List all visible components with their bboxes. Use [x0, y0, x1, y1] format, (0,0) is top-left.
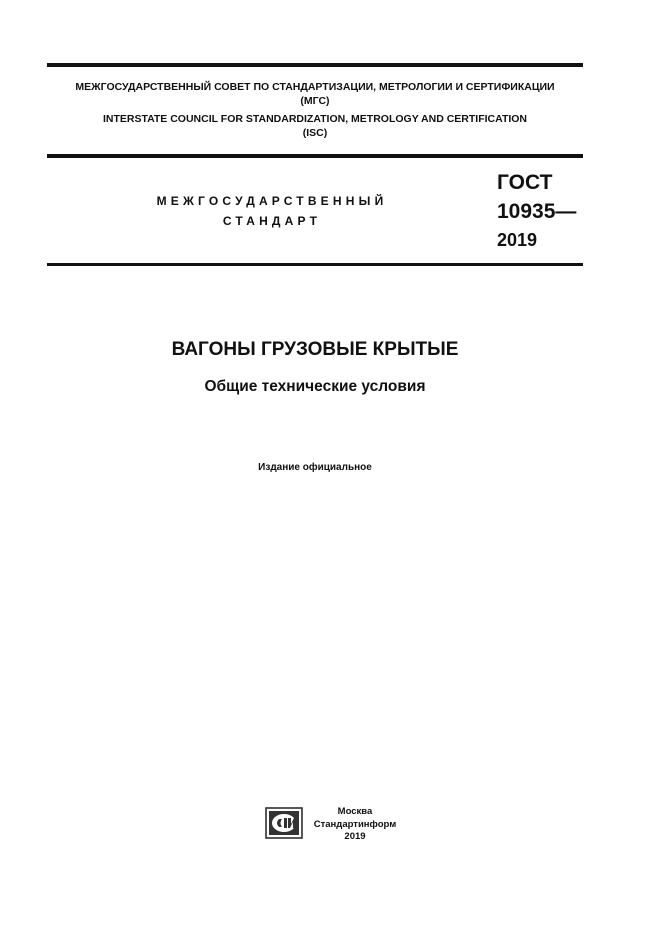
imprint-city: Москва — [337, 806, 373, 817]
document-subtitle: Общие технические условия — [204, 378, 426, 395]
edition-note: Издание официальное — [258, 462, 372, 473]
council-name-ru — [47, 80, 583, 108]
council-name-en-line1: INTERSTATE COUNCIL FOR STANDARDIZATION, METROLOGY AND CERTIFICATION — [102, 113, 528, 125]
header-rule — [47, 154, 583, 158]
designation-number: 10935— — [497, 200, 577, 223]
standard-kind-line2: СТАНДАРТ — [222, 214, 322, 228]
council-abbr-ru: (МГС) — [300, 95, 330, 107]
imprint-publisher: Стандартинформ — [313, 818, 397, 830]
designation-rule — [47, 263, 583, 266]
designation-year: 2019 — [497, 230, 538, 250]
imprint-year: 2019 — [344, 831, 366, 842]
council-name-ru-line1: МЕЖГОСУДАРСТВЕННЫЙ СОВЕТ ПО СТАНДАРТИЗАЦИИ, МЕТРОЛОГИИ И СЕРТИФИКАЦИИ — [75, 81, 555, 93]
standard-designation — [497, 168, 576, 255]
standard-kind — [150, 191, 394, 231]
standard-kind-line1: МЕЖГОСУДАРСТВЕННЫЙ — [156, 194, 388, 208]
document-title: ВАГОНЫ ГРУЗОВЫЕ КРЫТЫЕ — [171, 339, 459, 360]
top-rule — [47, 63, 583, 67]
designation-prefix: ГОСТ — [497, 171, 553, 194]
council-name-en — [47, 112, 583, 140]
council-abbr-en: (ISC) — [302, 127, 328, 139]
standartinform-logo-icon — [265, 807, 303, 839]
imprint — [305, 806, 405, 844]
